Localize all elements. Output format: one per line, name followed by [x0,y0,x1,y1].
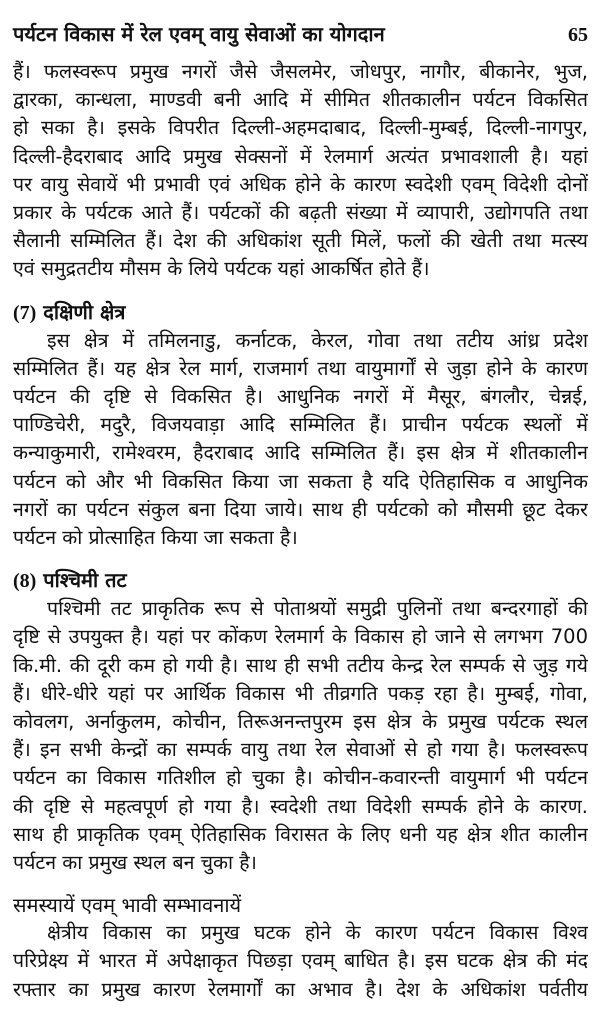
paragraph-west-coast [13,595,588,877]
text-line: इस क्षेत्र में तमिलनाडु, कर्नाटक, केरल, गोवा तथा तटीय आंध्र प्रदेश [47,328,588,352]
text-line: पश्चिमी तट प्राकृतिक रूप से पोताश्रयों समुद्री पुलिनों तथा बन्दरगाहों की [47,597,588,621]
text-line: पर्यटन का प्रमुख स्थल बन चुका है। [13,851,257,875]
text-line: हैं। इन सभी केन्द्रों का सम्पर्क वायु तथा रेल सेवाओं से हो गया है। फलस्वरूप [13,738,588,762]
text-line: सम्मिलित हैं। यह क्षेत्र रेल मार्ग, राजमार्ग तथा वायुमार्गों से जुड़ा होने के कारण [13,356,588,380]
text-line: पर्यटन को प्रोत्साहित किया जा सकता है। [13,526,298,550]
section-number: (7) [13,301,37,324]
text-line: परिप्रेक्ष्य में भारत में अपेक्षाकृत पिछड़ा एवम् बाधित है। इस घटक क्षेत्र की मंद [13,949,588,973]
text-line: कोवलग, अर्नाकुलम, कोचीन, तिरूअनन्तपुरम इस क्षेत्र के प्रमुख पर्यटक स्थल [13,710,588,734]
section-heading-south [13,298,588,327]
page-number: 65 [568,24,588,46]
text-line: कन्याकुमारी, रामेश्वरम, हैदराबाद आदि सम्मिलित हैं। इस क्षेत्र में शीतकालीन [13,441,588,465]
text-line: सैलानी सम्मिलित हैं। देश की अधिकांश सूती मिलें, फलों की खेती तथा मत्स्य [13,229,588,253]
text-line: हो सका है। इसके विपरीत दिल्ली-अहमदाबाद, दिल्ली-मुम्बई, दिल्ली-नागपुर, [13,116,588,140]
section-heading-west-coast [13,566,588,595]
text-line: पाण्डिचेरी, मदुरै, विजयवाड़ा आदि सम्मिलित हैं। प्राचीन पर्यटक स्थलों में [13,413,588,437]
text-line: एवं समुद्रतटीय मौसम के लिये पर्यटक यहां आकर्षित होते हैं। [13,257,430,281]
paragraph-problems [13,919,588,1004]
text-line: कि.मी. की दूरी कम हो गयी है। साथ ही सभी तटीय केन्द्र रेल सम्पर्क से जुड़ गये [13,653,588,677]
text-line: पर्यटन की दृष्टि से विकसित है। आधुनिक नगरों में मैसूर, बंगलौर, चेन्नई, [13,385,588,409]
section-title: पश्चिमी तट [43,568,127,593]
text-line: दृष्टि से उपयुक्त है। यहां पर कोंकण रेलमार्ग के विकास हो जाने से लगभग 700 [13,625,588,649]
text-line: द्वारका, कान्धला, माण्डवी बनी आदि में सीमित शीतकालीन पर्यटन विकसित [13,88,588,112]
text-line: क्षेत्रीय विकास का प्रमुख घटक होने के कारण पर्यटन विकास विश्व [47,921,588,945]
section-heading-problems [13,891,588,919]
section-title: दक्षिणी क्षेत्र [43,299,126,324]
paragraph-continuation [13,58,588,284]
running-head [13,0,588,52]
text-line: साथ ही प्राकृतिक एवम् ऐतिहासिक विरासत के लिए धनी यह क्षेत्र शीत कालीन [13,822,588,846]
section-number: (8) [13,570,37,593]
text-line: की दृष्टि से महत्वपूर्ण हो गया है। स्वदेशी तथा विदेशी सम्पर्क होने के कारण. [13,794,588,818]
text-line: प्रकार के पर्यटक आते हैं। पर्यटकों की बढ़ती संख्या में व्यापारी, उद्योगपति तथा [13,201,588,225]
section-title: समस्यायें एवम् भावी सम्भावनायें [13,893,242,918]
paragraph-south [13,327,588,553]
text-line: हैं। धीरे-धीरे यहां पर आर्थिक विकास भी तीव्रगति पकड़ रहा है। मुम्बई, गोवा, [13,681,588,705]
text-line: पर्यटन को और भी विकसित किया जा सकता है यदि ऐतिहासिक व आधुनिक [13,469,588,493]
text-line: रफ्तार का प्रमुख कारण रेलमार्गों का अभाव है। देश के अधिकांश पर्वतीय [13,977,588,1001]
running-head-title: पर्यटन विकास में रेल एवम् वायु सेवाओं का योगदान [13,22,385,46]
text-line: पर वायु सेवायें भी प्रभावी एवं अधिक होने के कारण स्वदेशी एवम् विदेशी दोनों [13,172,588,196]
text-line: दिल्ली-हैदराबाद आदि प्रमुख सेक्सनों में रेलमार्ग अत्यंत प्रभावशाली है। यहां [13,144,588,168]
text-line: नगरों का पर्यटन संकुल बना दिया जाये। साथ ही पर्यटको को मौसमी छूट देकर [13,497,588,521]
text-line: पर्यटन का विकास गतिशील हो चुका है। कोचीन-कवारन्ती वायुमार्ग भी पर्यटन [13,766,588,790]
text-line: हैं। फलस्वरूप प्रमुख नगरों जैसे जैसलमेर, जोधपुर, नागौर, बीकानेर, भुज, [13,60,588,83]
